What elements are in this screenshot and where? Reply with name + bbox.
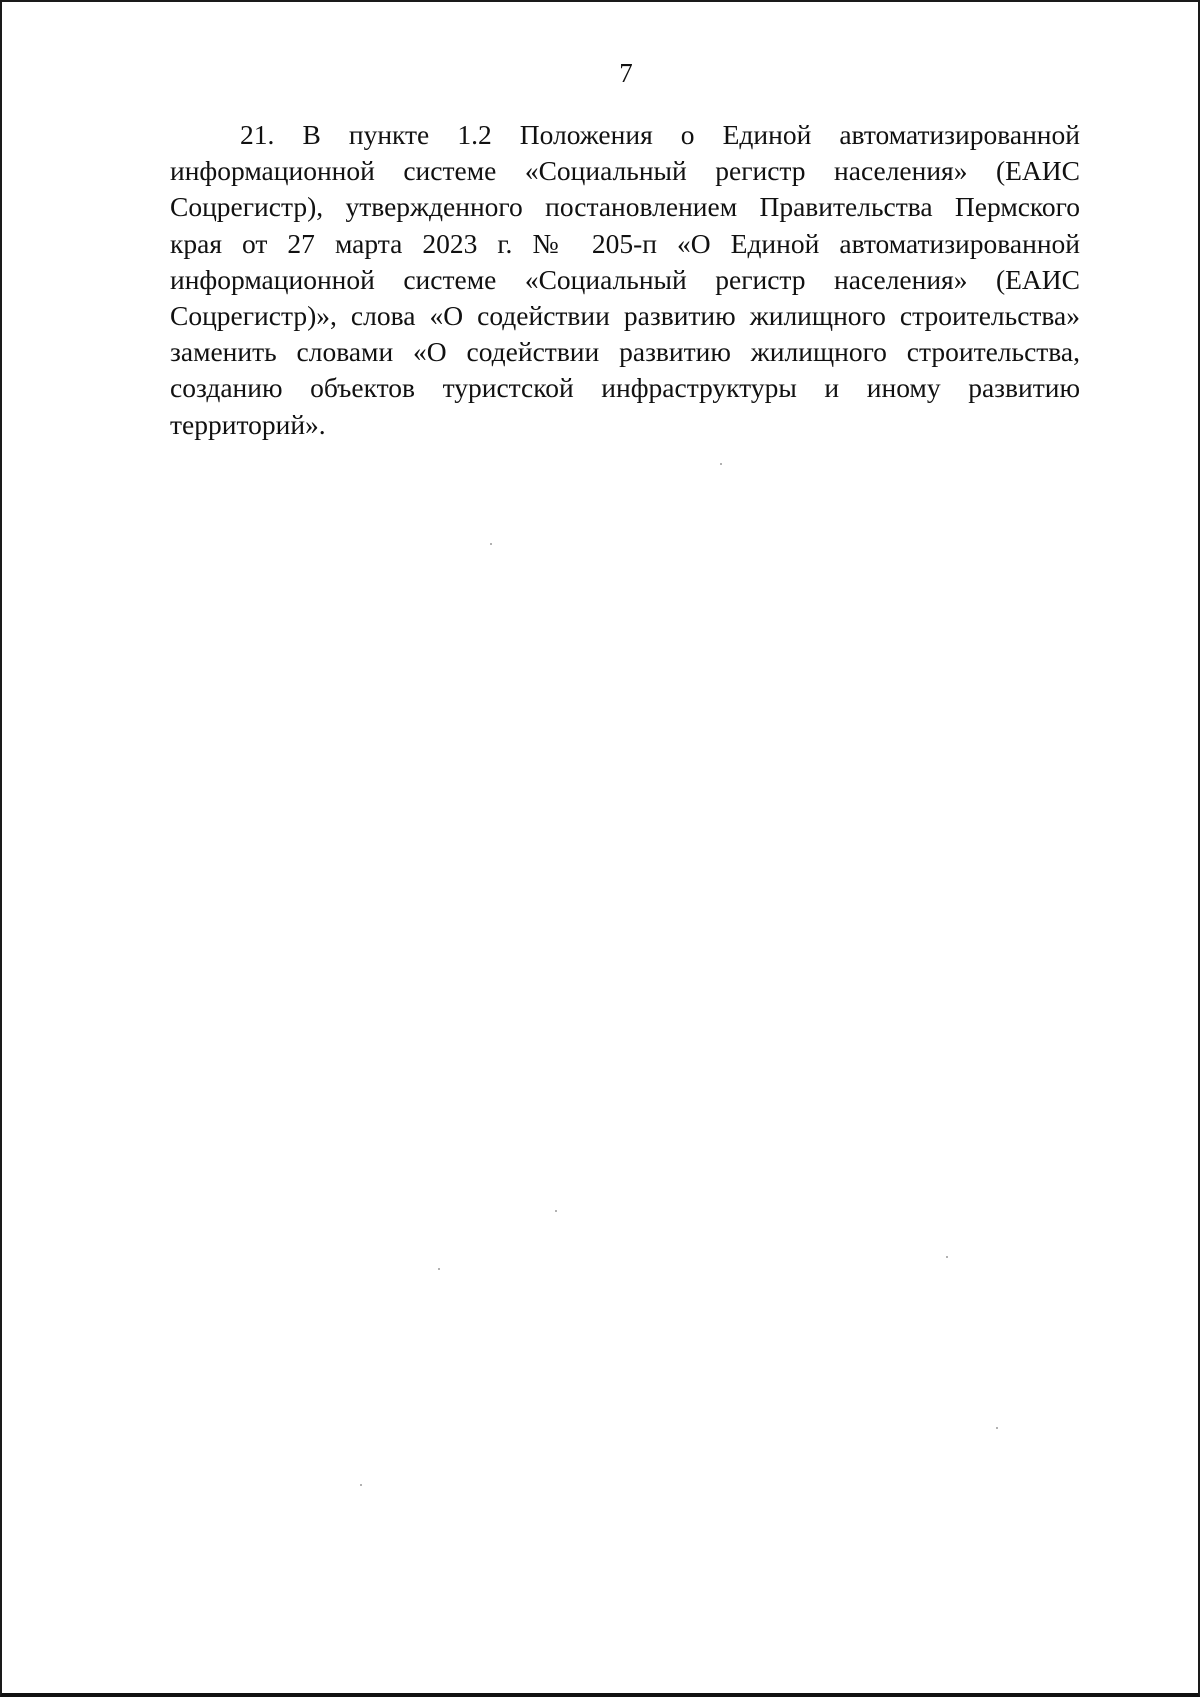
scan-speck: [946, 1256, 948, 1258]
paragraph-line: информационной системе «Социальный регистр населения» (ЕАИС: [170, 263, 1080, 295]
page-number: 7: [619, 58, 633, 88]
scan-speck: [490, 543, 492, 545]
paragraph-line: заменить словами «О содействии развитию жилищного строительства,: [170, 336, 1080, 368]
amendment-paragraph: [170, 117, 1080, 443]
paragraph-line: Соцрегистр), утвержденного постановлением Правительства Пермского: [170, 191, 1080, 223]
scan-speck: [720, 463, 722, 465]
scan-speck: [438, 1268, 440, 1270]
scan-speck: [360, 1484, 362, 1486]
paragraph-line: Соцрегистр)», слова «О содействии развитию жилищного строительства»: [170, 299, 1080, 331]
scan-speck: [996, 1427, 998, 1429]
paragraph-line: 21. В пункте 1.2 Положения о Единой автоматизированной: [240, 119, 1080, 150]
paragraph-line: информационной системе «Социальный регистр населения» (ЕАИС: [170, 155, 1080, 187]
paragraph-line: территорий».: [170, 408, 326, 440]
paragraph-line: края от 27 марта 2023 г. № 205-п «О Единой автоматизированной: [170, 227, 1080, 259]
scan-speck: [555, 1210, 557, 1212]
paragraph-line: созданию объектов туристской инфраструктуры и иному развитию: [170, 372, 1080, 404]
